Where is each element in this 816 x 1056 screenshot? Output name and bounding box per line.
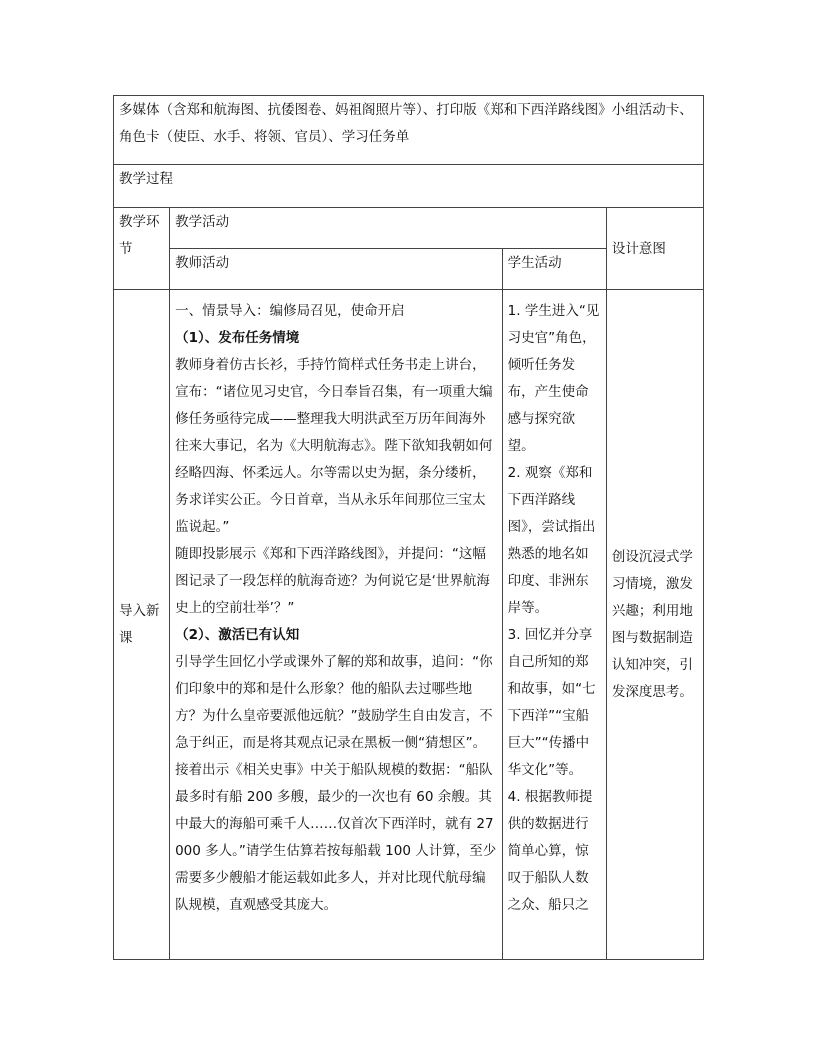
student-item: 4. 根据教师提供的数据进行简单心算，惊叹于船队人数之众、船只之: [507, 789, 593, 913]
activities-header-cell: [170, 208, 607, 249]
section-title: 一、情景导入：编修局召见，使命开启: [175, 303, 405, 319]
student-item: 3. 回忆并分享自己所知的郑和故事，如“七下西洋”“宝船巨大”“传播中华文化”等。: [507, 627, 596, 778]
stage-header: 教学环节: [119, 214, 160, 257]
student-header: 学生活动: [507, 255, 562, 271]
teacher-header: 教师活动: [175, 255, 230, 271]
stage-header-cell: [114, 208, 170, 290]
stage-cell: [114, 290, 170, 960]
teacher-paragraph: 引导学生回忆小学或课外了解的郑和故事，追问：“你们印象中的郑和是什么形象？他的船队去过哪些地方？为什么皇帝要派他远航？”鼓励学生自由发言，不急于纠正，而是将其观点记录在黑板一侧“猜想区”。: [175, 654, 493, 751]
process-title: 教学过程: [119, 171, 173, 187]
teacher-paragraph: 教师身着仿古长衫，手持竹简样式任务书走上讲台，宣布：“诸位见习史官，今日奉旨召集，有一项重大编修任务亟待完成——整理我大明洪武至万历年间海外往来大事记，名为《大明航海志》。陛下欲知我朝如何经略四海、怀柔远人。尔等需以史为据，条分缕析，务求详实公正。今日首章，当从永乐年间那位三宝太监说起。”: [175, 357, 493, 535]
teacher-activity-cell: [170, 290, 503, 960]
student-header-cell: [502, 249, 606, 290]
student-activity-cell: [502, 290, 606, 960]
lesson-plan-table: [113, 95, 704, 960]
stage-name: 导入新课: [119, 603, 160, 646]
subsection-title-2: （2）、激活已有认知: [175, 627, 300, 643]
activities-header: 教学活动: [175, 214, 230, 230]
design-header: 设计意图: [611, 240, 666, 257]
process-title-cell: [114, 165, 704, 208]
student-item: 2. 观察《郑和下西洋路线图》，尝试指出熟悉的地名如印度、非洲东岸等。: [507, 465, 596, 616]
teacher-paragraph: 随即投影展示《郑和下西洋路线图》，并提问：“这幅图记录了一段怎样的航海奇迹？为何说它是‘世界航海史上的空前壮举’？”: [175, 546, 490, 616]
design-intent-cell: [606, 290, 703, 960]
teacher-header-cell: [170, 249, 503, 290]
student-item: 1. 学生进入“见习史官”角色，倾听任务发布，产生使命感与探究欲望。: [507, 303, 600, 454]
design-header-cell: [606, 208, 703, 290]
design-intent: 创设沉浸式学习情境，激发兴趣；利用地图与数据制造认知冲突，引发深度思考。: [611, 549, 693, 700]
materials-cell: [114, 96, 704, 165]
materials-text: 多媒体（含郑和航海图、抗倭图卷、妈祖阁照片等）、打印版《郑和下西洋路线图》小组活动卡、角色卡（使臣、水手、将领、官员）、学习任务单: [119, 102, 693, 145]
subsection-title-1: （1）、发布任务情境: [175, 330, 300, 346]
teacher-paragraph: 接着出示《相关史事》中关于船队规模的数据：“船队最多时有船 200 多艘，最少的一次也有 60 余艘。其中最大的海船可乘千人……仅首次下西洋时，就有 27 000 多人。”请学生估算若按每船载 100 人计算，至少需要多少艘船才能运载如此多人，并对比现代航母编队规模，直观感受其庞大。: [175, 762, 497, 913]
